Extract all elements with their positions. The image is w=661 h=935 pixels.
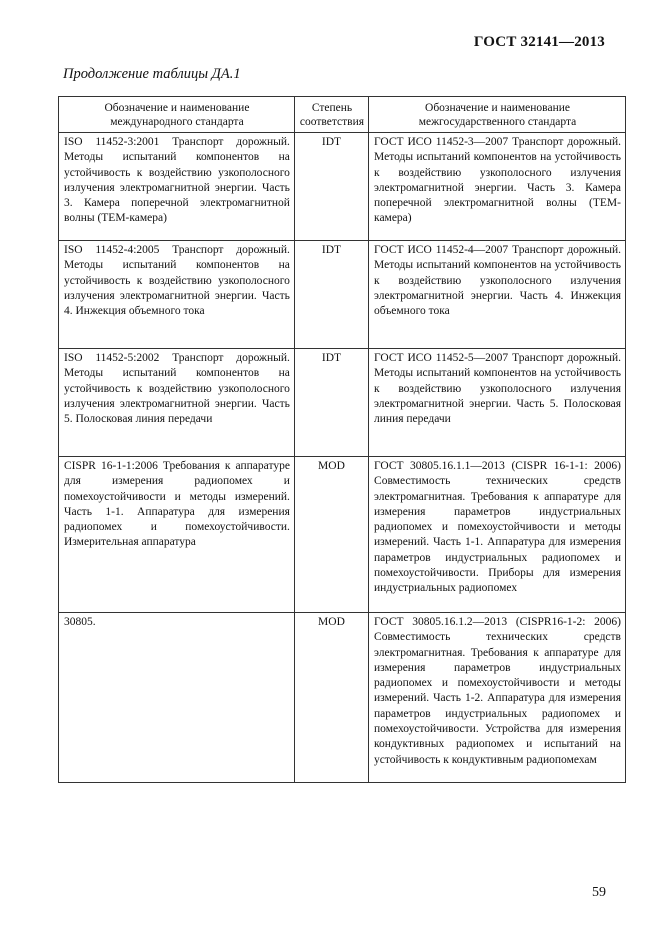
international-standard-cell: ISO 11452-3:2001 Транспорт дорожный. Методы испытаний компонентов на устойчивость к воздействию узкополосного излучения электромагнитной энергии. Часть 3. Камера поперечной электромагнитной волны (ТЕМ-камера) [59,133,295,241]
header-degree-of-correspondence: Степень соответствия [294,97,368,133]
international-standard-cell: ISO 11452-4:2005 Транспорт дорожный. Методы испытаний компонентов на устойчивость к воздействию узкополосного излучения электромагнитной энергии. Часть 4. Инжекция объемного тока [59,241,295,349]
interstate-standard-cell: ГОСТ 30805.16.1.2—2013 (CISPR16-1-2: 2006) Совместимость технических средств электромагнитная. Требования к аппаратуре для измерения параметров индустриальных радиопомех и помехоустойчивости и методы измерений. Часть 1-2. Аппаратура для измерения параметров индустриальных радиопомех и помехоустойчивости. Устройства для измерения кондуктивных радиопомех и испытаний на устойчивость к кондуктивным радиопомехам [369,613,626,783]
table-continuation-label: Продолжение таблицы ДА.1 [63,66,241,82]
table-header-row [59,97,626,133]
table-row [59,133,626,241]
degree-cell: IDT [294,133,368,241]
page-number: 59 [592,885,606,900]
interstate-standard-cell: ГОСТ ИСО 11452-5—2007 Транспорт дорожный. Методы испытаний компонентов на устойчивость к воздействию узкополосного излучения электромагнитной энергии. Часть 5. Полосковая линия передачи [369,349,626,457]
interstate-standard-cell: ГОСТ ИСО 11452-4—2007 Транспорт дорожный. Методы испытаний компонентов на устойчивость к воздействию узкополосного излучения электромагнитной энергии. Часть 4. Инжекция объемного тока [369,241,626,349]
interstate-standard-cell: ГОСТ 30805.16.1.1—2013 (CISPR 16-1-1: 2006) Совместимость технических средств электромагнитная. Требования к аппаратуре для измерения параметров индустриальных радиопомех и помехоустойчивости и методы измерений. Часть 1-1. Аппаратура для измерения параметров индустриальных радиопомех и помехоустойчивости. Приборы для измерения индустриальных радиопомех [369,457,626,613]
header-international-standard: Обозначение и наименование международного стандарта [59,97,295,133]
table-row [59,241,626,349]
degree-cell: MOD [294,457,368,613]
table-row [59,613,626,783]
international-standard-cell: CISPR 16-1-1:2006 Требования к аппаратуре для измерения радиопомех и помехоустойчивости и методы измерений. Часть 1-1. Аппаратура для измерения радиопомех и помехоустойчивости. Измерительная аппаратура [59,457,295,613]
international-standard-cell: 30805. [59,613,295,783]
international-standard-cell: ISO 11452-5:2002 Транспорт дорожный. Методы испытаний компонентов на устойчивость к воздействию узкополосного излучения электромагнитной энергии. Часть 5. Полосковая линия передачи [59,349,295,457]
degree-cell: MOD [294,613,368,783]
document-code: ГОСТ 32141—2013 [473,34,605,50]
degree-cell: IDT [294,349,368,457]
table-row [59,457,626,613]
header-interstate-standard: Обозначение и наименование межгосударственного стандарта [369,97,626,133]
degree-cell: IDT [294,241,368,349]
interstate-standard-cell: ГОСТ ИСО 11452-3—2007 Транспорт дорожный. Методы испытаний компонентов на устойчивость к воздействию узкополосного излучения электромагнитной энергии. Часть 3. Камера поперечной электромагнитной волны (ТЕМ-камера) [369,133,626,241]
table-row [59,349,626,457]
standards-table [58,96,626,783]
